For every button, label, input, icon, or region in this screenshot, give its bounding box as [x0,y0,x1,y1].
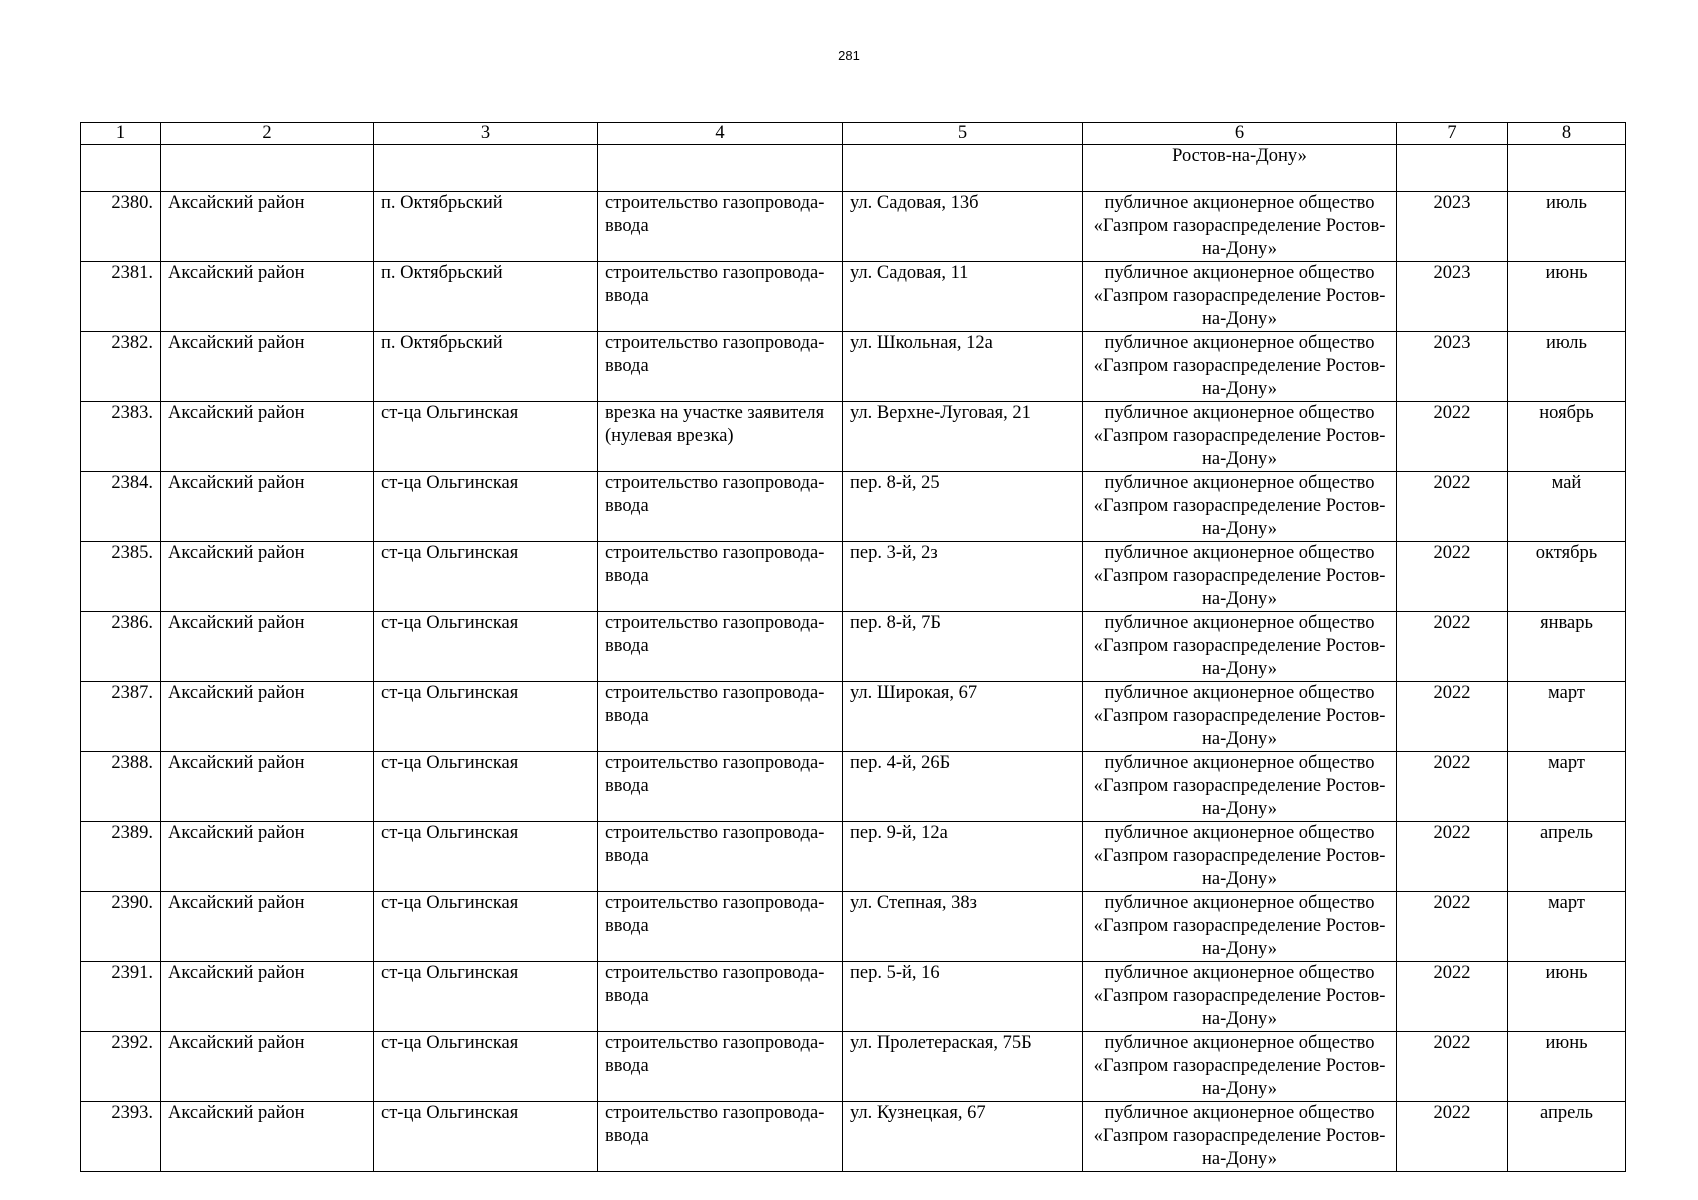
table-row [81,1102,1626,1172]
work-type-cell: строительство газопровода-ввода [598,192,843,262]
locality-cell: ст-ца Ольгинская [374,752,598,822]
year-cell: 2023 [1397,262,1508,332]
org-cell: публичное акционерное общество «Газпром газораспределение Ростов-на-Дону» [1083,682,1397,752]
table-row [81,1032,1626,1102]
page-number: 281 [838,48,860,63]
row-number-cell: 2390. [81,892,161,962]
month-cell: июнь [1508,262,1626,332]
month-cell: июль [1508,192,1626,262]
work-type-cell: строительство газопровода-ввода [598,752,843,822]
locality-cell: ст-ца Ольгинская [374,892,598,962]
org-cell: публичное акционерное общество «Газпром газораспределение Ростов-на-Дону» [1083,542,1397,612]
year-cell: 2022 [1397,752,1508,822]
table-row [81,192,1626,262]
table-row [81,612,1626,682]
org-cell: публичное акционерное общество «Газпром газораспределение Ростов-на-Дону» [1083,332,1397,402]
work-type-cell: врезка на участке заявителя (нулевая врезка) [598,402,843,472]
year-cell: 2022 [1397,542,1508,612]
district-cell: Аксайский район [161,402,374,472]
address-cell: ул. Верхне-Луговая, 21 [843,402,1083,472]
work-type-cell: строительство газопровода-ввода [598,892,843,962]
row-number-cell: 2393. [81,1102,161,1172]
column-number-header-row [81,123,1626,145]
district-cell: Аксайский район [161,542,374,612]
work-type-cell: строительство газопровода-ввода [598,962,843,1032]
year-cell: 2022 [1397,962,1508,1032]
year-cell: 2023 [1397,192,1508,262]
table-cell [598,145,843,192]
month-cell: апрель [1508,1102,1626,1172]
district-cell: Аксайский район [161,612,374,682]
row-number-cell: 2383. [81,402,161,472]
row-number-cell: 2381. [81,262,161,332]
year-cell: 2023 [1397,332,1508,402]
district-cell: Аксайский район [161,1032,374,1102]
table-row [81,472,1626,542]
column-header: 4 [598,123,843,145]
address-cell: пер. 8-й, 25 [843,472,1083,542]
address-cell: ул. Садовая, 11 [843,262,1083,332]
work-type-cell: строительство газопровода-ввода [598,472,843,542]
org-cell: публичное акционерное общество «Газпром газораспределение Ростов-на-Дону» [1083,472,1397,542]
month-cell: май [1508,472,1626,542]
table-cell [1508,145,1626,192]
registry-table [80,122,1626,1172]
year-cell: 2022 [1397,1102,1508,1172]
district-cell: Аксайский район [161,1102,374,1172]
district-cell: Аксайский район [161,682,374,752]
org-cell: Ростов-на-Дону» [1083,145,1397,192]
locality-cell: ст-ца Ольгинская [374,612,598,682]
row-number-cell: 2392. [81,1032,161,1102]
address-cell: ул. Школьная, 12а [843,332,1083,402]
address-cell: пер. 9-й, 12а [843,822,1083,892]
org-cell: публичное акционерное общество «Газпром газораспределение Ростов-на-Дону» [1083,962,1397,1032]
row-number-cell: 2384. [81,472,161,542]
row-number-cell: 2391. [81,962,161,1032]
work-type-cell: строительство газопровода-ввода [598,332,843,402]
work-type-cell: строительство газопровода-ввода [598,542,843,612]
org-cell: публичное акционерное общество «Газпром газораспределение Ростов-на-Дону» [1083,1102,1397,1172]
column-header: 5 [843,123,1083,145]
table-row [81,262,1626,332]
month-cell: март [1508,682,1626,752]
address-cell: пер. 4-й, 26Б [843,752,1083,822]
locality-cell: ст-ца Ольгинская [374,472,598,542]
table-row [81,332,1626,402]
month-cell: март [1508,892,1626,962]
continuation-row [81,145,1626,192]
locality-cell: ст-ца Ольгинская [374,962,598,1032]
year-cell: 2022 [1397,682,1508,752]
locality-cell: ст-ца Ольгинская [374,542,598,612]
column-header: 6 [1083,123,1397,145]
month-cell: июль [1508,332,1626,402]
month-cell: январь [1508,612,1626,682]
year-cell: 2022 [1397,402,1508,472]
address-cell: ул. Садовая, 13б [843,192,1083,262]
table-cell [1397,145,1508,192]
address-cell: ул. Пролетераская, 75Б [843,1032,1083,1102]
locality-cell: ст-ца Ольгинская [374,822,598,892]
row-number-cell: 2388. [81,752,161,822]
address-cell: ул. Степная, 38з [843,892,1083,962]
row-number-cell: 2382. [81,332,161,402]
org-cell: публичное акционерное общество «Газпром газораспределение Ростов-на-Дону» [1083,892,1397,962]
address-cell: пер. 8-й, 7Б [843,612,1083,682]
locality-cell: п. Октябрьский [374,332,598,402]
work-type-cell: строительство газопровода-ввода [598,822,843,892]
work-type-cell: строительство газопровода-ввода [598,612,843,682]
locality-cell: ст-ца Ольгинская [374,1102,598,1172]
district-cell: Аксайский район [161,472,374,542]
table-row [81,892,1626,962]
row-number-cell: 2387. [81,682,161,752]
row-number-cell: 2385. [81,542,161,612]
year-cell: 2022 [1397,1032,1508,1102]
locality-cell: ст-ца Ольгинская [374,1032,598,1102]
row-number-cell: 2380. [81,192,161,262]
locality-cell: п. Октябрьский [374,192,598,262]
org-cell: публичное акционерное общество «Газпром газораспределение Ростов-на-Дону» [1083,262,1397,332]
org-cell: публичное акционерное общество «Газпром газораспределение Ростов-на-Дону» [1083,1032,1397,1102]
table-body [81,145,1626,1172]
locality-cell: ст-ца Ольгинская [374,402,598,472]
address-cell: пер. 3-й, 2з [843,542,1083,612]
work-type-cell: строительство газопровода-ввода [598,1032,843,1102]
table-row [81,962,1626,1032]
year-cell: 2022 [1397,612,1508,682]
district-cell: Аксайский район [161,892,374,962]
district-cell: Аксайский район [161,822,374,892]
locality-cell: п. Октябрьский [374,262,598,332]
district-cell: Аксайский район [161,262,374,332]
month-cell: июнь [1508,1032,1626,1102]
table-row [81,822,1626,892]
column-header: 3 [374,123,598,145]
district-cell: Аксайский район [161,192,374,262]
org-cell: публичное акционерное общество «Газпром газораспределение Ростов-на-Дону» [1083,752,1397,822]
address-cell: ул. Кузнецкая, 67 [843,1102,1083,1172]
district-cell: Аксайский район [161,332,374,402]
district-cell: Аксайский район [161,752,374,822]
month-cell: апрель [1508,822,1626,892]
month-cell: июнь [1508,962,1626,1032]
year-cell: 2022 [1397,822,1508,892]
org-cell: публичное акционерное общество «Газпром газораспределение Ростов-на-Дону» [1083,822,1397,892]
month-cell: март [1508,752,1626,822]
table-row [81,752,1626,822]
column-header: 2 [161,123,374,145]
org-cell: публичное акционерное общество «Газпром газораспределение Ростов-на-Дону» [1083,612,1397,682]
row-number-cell: 2389. [81,822,161,892]
table-row [81,542,1626,612]
year-cell: 2022 [1397,892,1508,962]
address-cell: пер. 5-й, 16 [843,962,1083,1032]
work-type-cell: строительство газопровода-ввода [598,682,843,752]
row-number-cell: 2386. [81,612,161,682]
work-type-cell: строительство газопровода-ввода [598,262,843,332]
table-cell [843,145,1083,192]
table-cell [374,145,598,192]
column-header: 1 [81,123,161,145]
district-cell: Аксайский район [161,962,374,1032]
org-cell: публичное акционерное общество «Газпром газораспределение Ростов-на-Дону» [1083,402,1397,472]
locality-cell: ст-ца Ольгинская [374,682,598,752]
table-cell [161,145,374,192]
column-header: 8 [1508,123,1626,145]
table-row [81,682,1626,752]
table-row [81,402,1626,472]
month-cell: ноябрь [1508,402,1626,472]
org-cell: публичное акционерное общество «Газпром газораспределение Ростов-на-Дону» [1083,192,1397,262]
address-cell: ул. Широкая, 67 [843,682,1083,752]
month-cell: октябрь [1508,542,1626,612]
table-cell [81,145,161,192]
work-type-cell: строительство газопровода-ввода [598,1102,843,1172]
year-cell: 2022 [1397,472,1508,542]
column-header: 7 [1397,123,1508,145]
